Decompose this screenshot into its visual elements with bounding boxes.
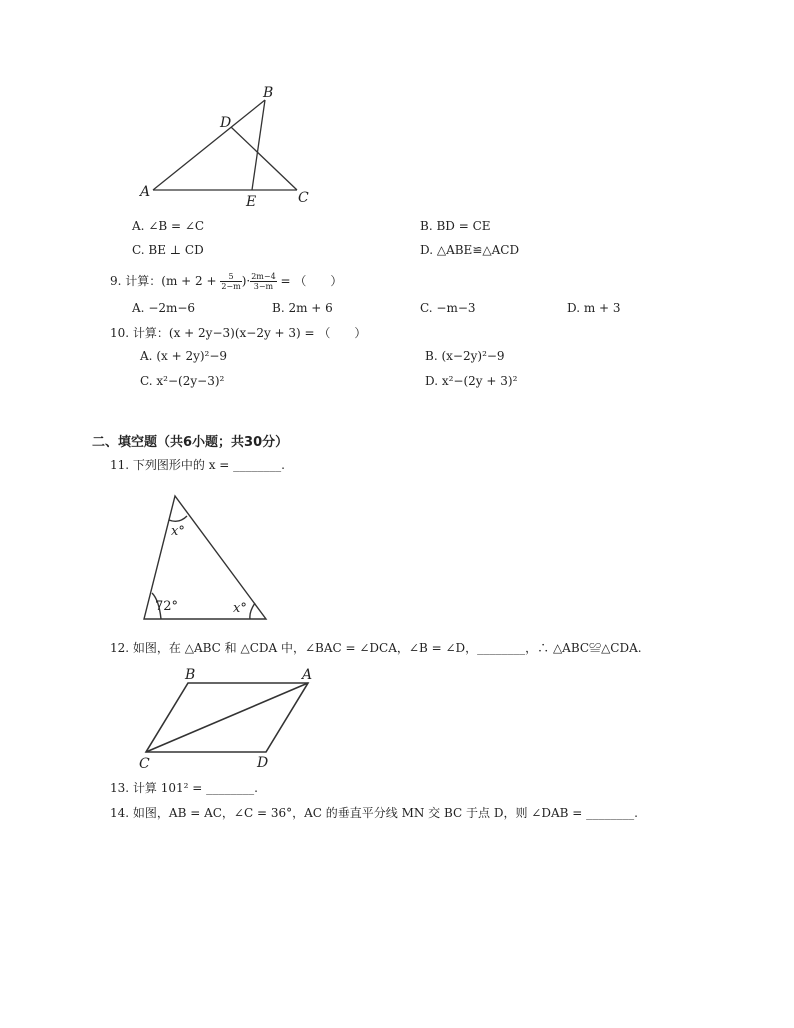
q9-option-d: [567, 300, 621, 316]
option-letter: C.: [420, 301, 433, 315]
option-text: (x−2y)²−9: [441, 349, 505, 363]
q12-label-C: C: [139, 756, 150, 772]
q8-option-c: [132, 242, 204, 258]
q8-label-A: A: [140, 184, 151, 200]
q11-stem: 11. 下列图形中的 x = ________.: [110, 458, 285, 472]
q10-option-d: [425, 373, 517, 389]
q12-label-D: D: [257, 755, 269, 771]
fraction-denominator: 2−m: [221, 282, 241, 291]
q9-fraction-1: [220, 272, 241, 291]
option-letter: D.: [425, 374, 439, 388]
option-text: −2m−6: [148, 301, 196, 315]
q9-prefix: 9. 计算：: [110, 274, 162, 288]
option-text: ∠B = ∠C: [148, 219, 205, 233]
option-letter: A.: [132, 301, 145, 315]
right-angle-label: x°: [233, 601, 247, 616]
option-text: (x + 2y)²−9: [156, 349, 228, 363]
option-letter: A.: [132, 219, 145, 233]
option-letter: C.: [140, 374, 153, 388]
q10-option-c: [140, 373, 224, 389]
q9-option-a: [132, 300, 195, 316]
fraction-numerator: 2m−4: [251, 272, 276, 281]
q9-expr-left: (m + 2 +: [161, 274, 221, 288]
option-text: BD = CE: [436, 219, 491, 233]
option-letter: B.: [420, 219, 433, 233]
option-text: x²−(2y−3)²: [156, 374, 225, 388]
q10-option-a: [140, 348, 227, 364]
option-text: −m−3: [436, 301, 476, 315]
q9-option-b: [272, 300, 333, 316]
q9-option-c: [420, 300, 476, 316]
option-text: m + 3: [583, 301, 621, 315]
q9-fraction-2: [250, 272, 276, 291]
q8-label-D: D: [220, 115, 232, 131]
q12-label-B: B: [185, 667, 196, 683]
option-letter: D.: [567, 301, 581, 315]
q10-option-b: [425, 348, 505, 364]
fraction-numerator: 5: [220, 272, 241, 282]
q8-option-a: [132, 218, 204, 234]
q12-parallelogram-figure: [135, 663, 325, 773]
left-angle-label: 72°: [155, 599, 179, 614]
q8-label-C: C: [298, 190, 309, 206]
top-angle-label: x°: [171, 524, 185, 539]
option-text: x²−(2y + 3)²: [441, 374, 518, 388]
q10-stem: 10. 计算：(x + 2y−3)(x−2y + 3) = （ ）: [110, 326, 367, 340]
q9-expr-mid: )·: [241, 274, 251, 288]
option-text: △ABE≌△ACD: [436, 243, 520, 257]
q9-stem: [110, 270, 342, 292]
q9-expr-right: = （ ）: [280, 274, 343, 288]
q8-option-b: [420, 218, 491, 234]
q11-triangle-figure: [135, 490, 275, 625]
q8-label-E: E: [246, 194, 257, 210]
q8-figure: [130, 80, 330, 210]
q14-stem: 14. 如图，AB = AC，∠C = 36°，AC 的垂直平分线 MN 交 BC 于点 D，则 ∠DAB = ________.: [110, 806, 638, 820]
option-letter: D.: [420, 243, 434, 257]
option-letter: A.: [140, 349, 153, 363]
option-letter: C.: [132, 243, 145, 257]
option-text: BE ⊥ CD: [148, 243, 204, 257]
option-letter: B.: [425, 349, 438, 363]
q13-stem: 13. 计算 101² = ________.: [110, 781, 258, 795]
section-heading: 二、填空题（共6小题；共30分）: [92, 435, 289, 450]
q8-option-d: [420, 242, 519, 258]
q12-stem: 12. 如图，在 △ABC 和 △CDA 中，∠BAC = ∠DCA，∠B = ∠D，________，∴ △ABC≌△CDA.: [110, 641, 642, 655]
q12-label-A: A: [302, 667, 313, 683]
q8-label-B: B: [263, 85, 274, 101]
fraction-denominator: 3−m: [253, 282, 274, 291]
option-text: 2m + 6: [288, 301, 333, 315]
option-letter: B.: [272, 301, 285, 315]
